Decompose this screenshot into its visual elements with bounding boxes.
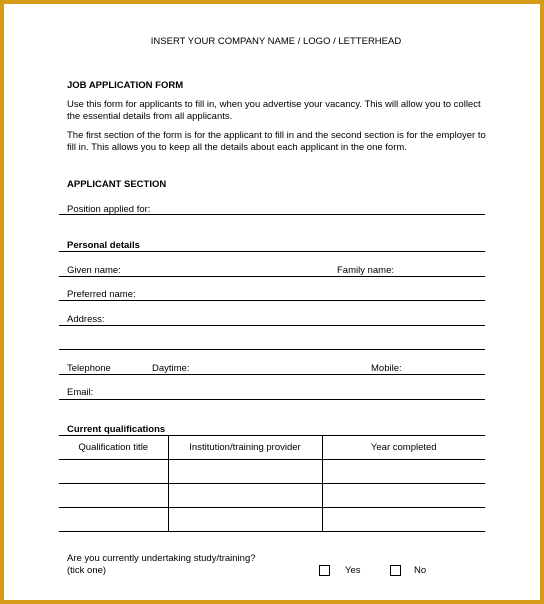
column-header: Institution/training provider [168,436,322,460]
telephone-field[interactable] [59,374,485,375]
table-row [59,508,485,532]
address-label: Address: [67,314,105,325]
preferred-name-field[interactable] [59,300,485,301]
telephone-label: Telephone [67,363,111,374]
table-cell[interactable] [59,484,168,508]
name-field[interactable] [59,276,485,277]
column-header: Year completed [322,436,485,460]
position-label: Position applied for: [67,204,151,215]
address-field-line-1[interactable] [59,325,485,326]
intro-paragraph-2: The first section of the form is for the applicant to fill in and the second section is for the employer to fill in. This allows you to keep all the details about each applicant in the one form. [67,130,486,153]
table-row [59,484,485,508]
table-cell[interactable] [168,508,322,532]
yes-label: Yes [345,565,361,576]
study-instruction: (tick one) [67,565,107,576]
table-cell[interactable] [59,508,168,532]
qualifications-table [59,435,485,532]
qualifications-heading: Current qualifications [67,424,166,435]
form-title: JOB APPLICATION FORM [67,80,184,91]
table-cell[interactable] [168,484,322,508]
table-row [59,460,485,484]
table-cell[interactable] [59,460,168,484]
applicant-section-heading: APPLICANT SECTION [67,179,167,190]
family-name-label: Family name: [337,265,395,276]
table-header-row [59,436,485,460]
table-cell[interactable] [322,460,485,484]
intro-paragraph-1: Use this form for applicants to fill in, when you advertise your vacancy. This will allow you to collect the essential details from all applicants. [67,99,481,122]
position-field[interactable] [59,214,485,215]
table-cell[interactable] [168,460,322,484]
no-label: No [414,565,427,576]
table-cell[interactable] [322,484,485,508]
personal-details-heading: Personal details [67,240,140,251]
table-cell[interactable] [322,508,485,532]
study-question: Are you currently undertaking study/training? [67,553,256,564]
email-field[interactable] [59,399,485,400]
letterhead: INSERT YOUR COMPANY NAME / LOGO / LETTERHEAD [150,36,402,47]
yes-checkbox[interactable] [319,565,330,576]
daytime-label: Daytime: [152,363,190,374]
mobile-label: Mobile: [371,363,402,374]
personal-details-rule [59,251,485,252]
no-checkbox[interactable] [390,565,401,576]
address-field-line-2[interactable] [59,349,485,350]
column-header: Qualification title [59,436,168,460]
preferred-name-label: Preferred name: [67,289,136,300]
given-name-label: Given name: [67,265,121,276]
email-label: Email: [67,387,94,398]
